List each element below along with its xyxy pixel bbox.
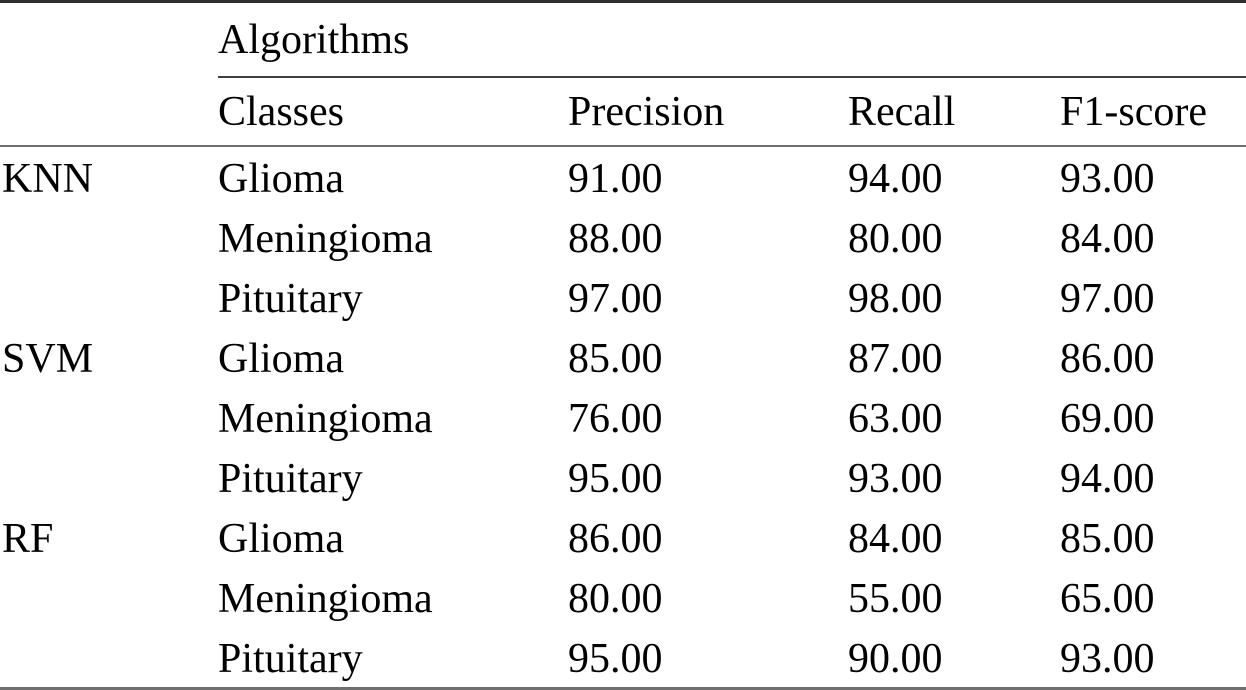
- class-cell: Pituitary: [218, 276, 363, 322]
- recall-cell: 98.00: [848, 276, 943, 322]
- precision-cell: 88.00: [568, 216, 663, 262]
- class-cell: Glioma: [218, 156, 344, 202]
- precision-cell: 91.00: [568, 156, 663, 202]
- class-cell: Glioma: [218, 516, 344, 562]
- class-cell: Pituitary: [218, 456, 363, 502]
- class-cell: Meningioma: [218, 576, 433, 622]
- table-row-knn-glioma: [0, 146, 1246, 207]
- recall-cell: 63.00: [848, 396, 943, 442]
- algorithm-label: [0, 447, 218, 507]
- group-header-row: [0, 2, 1246, 78]
- table-row-rf-glioma: [0, 507, 1246, 567]
- f1-score-cell: 86.00: [1060, 336, 1155, 382]
- class-cell: Meningioma: [218, 216, 433, 262]
- algorithm-label: KNN: [2, 156, 93, 202]
- table-row-svm-meningioma: [0, 387, 1246, 447]
- f1-score-cell: 65.00: [1060, 576, 1155, 622]
- recall-cell: 80.00: [848, 216, 943, 262]
- column-header-classes: Classes: [218, 77, 568, 146]
- algorithm-label: [0, 387, 218, 447]
- class-cell: Glioma: [218, 336, 344, 382]
- recall-cell: 84.00: [848, 516, 943, 562]
- algorithm-label: RF: [2, 516, 54, 562]
- f1-score-cell: 97.00: [1060, 276, 1155, 322]
- precision-cell: 80.00: [568, 576, 663, 622]
- f1-score-cell: 93.00: [1060, 636, 1155, 682]
- precision-cell: 95.00: [568, 636, 663, 682]
- f1-score-cell: 94.00: [1060, 456, 1155, 502]
- table-row-svm-glioma: [0, 327, 1246, 387]
- table-row-svm-pituitary: [0, 447, 1246, 507]
- empty-corner-cell: [0, 2, 218, 78]
- precision-cell: 76.00: [568, 396, 663, 442]
- f1-score-cell: 84.00: [1060, 216, 1155, 262]
- algorithm-label: [0, 207, 218, 267]
- table-body: [0, 146, 1246, 689]
- algorithm-label: [0, 267, 218, 327]
- column-header-f1-score: F1-score: [1060, 77, 1246, 146]
- class-cell: Meningioma: [218, 396, 433, 442]
- recall-cell: 87.00: [848, 336, 943, 382]
- algorithm-label: SVM: [2, 336, 94, 382]
- column-header-precision: Precision: [568, 77, 848, 146]
- table-row-knn-pituitary: [0, 267, 1246, 327]
- table-row-rf-meningioma: [0, 567, 1246, 627]
- table-row-knn-meningioma: [0, 207, 1246, 267]
- f1-score-cell: 85.00: [1060, 516, 1155, 562]
- recall-cell: 90.00: [848, 636, 943, 682]
- precision-cell: 95.00: [568, 456, 663, 502]
- column-header-row: [0, 77, 1246, 146]
- recall-cell: 94.00: [848, 156, 943, 202]
- algorithm-label: [0, 567, 218, 627]
- empty-header-cell: [0, 77, 218, 146]
- precision-cell: 97.00: [568, 276, 663, 322]
- column-header-recall: Recall: [848, 77, 1060, 146]
- precision-cell: 86.00: [568, 516, 663, 562]
- f1-score-cell: 69.00: [1060, 396, 1155, 442]
- recall-cell: 55.00: [848, 576, 943, 622]
- class-cell: Pituitary: [218, 636, 363, 682]
- precision-cell: 85.00: [568, 336, 663, 382]
- f1-score-cell: 93.00: [1060, 156, 1155, 202]
- recall-cell: 93.00: [848, 456, 943, 502]
- group-header-algorithms: Algorithms: [218, 2, 1246, 78]
